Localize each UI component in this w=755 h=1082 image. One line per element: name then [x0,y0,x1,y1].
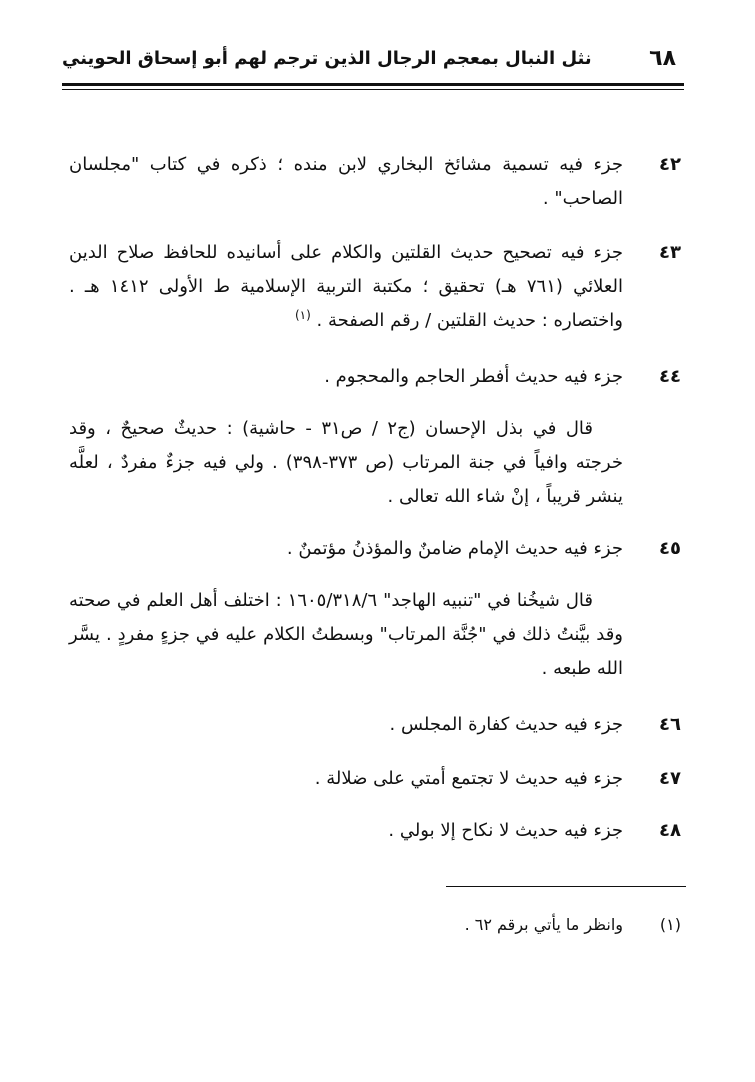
entry-text: جزء فيه حديث لا نكاح إلا بولي . [388,820,623,841]
entry-number: ٤٦ [659,714,681,735]
entry-number: ٤٨ [659,820,681,841]
entry-number: ٤٥ [659,538,681,559]
entry-text-body: جزء فيه تصحيح حديث القلتين والكلام على أسانيده للحافظ صلاح الدين العلائي (٧٦١ هـ) تحقيق ؛ مكتبة التربية الإسلامية ط الأولى ١٤١٢ هـ . واختصاره : حديث القلتين / رقم الصفحة . [69,242,624,331]
entry-number: ٤٧ [659,768,681,789]
entry-text [69,236,623,338]
entry-text: جزء فيه حديث كفارة المجلس . [389,714,623,735]
entry-45 [69,532,681,566]
footnote-text: وانظر ما يأتي برقم ٦٢ . [464,915,623,934]
header-rule-thin [62,89,684,90]
entry-text: جزء فيه تسمية مشائخ البخاري لابن منده ؛ ذكره في كتاب "مجلسان الصاحب" . [69,154,623,209]
footnote-separator [446,886,686,887]
entry-text: جزء فيه حديث أفطر الحاجم والمحجوم . [324,366,623,387]
entry-46 [69,708,681,742]
footnote [69,912,681,938]
entry-42 [69,148,681,216]
entry-text: جزء فيه حديث الإمام ضامنٌ والمؤذنُ مؤتمنٌ . [286,538,623,559]
quote-text: قال شيخُنا في "تنبيه الهاجد" ١٦٠٥/٣١٨/٦ : اختلف أهل العلم في صحته وقد بيَّنتُ ذلك في "جُنَّة المرتاب" وبسطتُ الكلام عليه في جزءٍ مفردٍ . يسَّر الله طبعه . [69,590,623,679]
entry-48 [69,814,681,848]
entry-47 [69,762,681,796]
entry-number: ٤٤ [659,366,681,387]
page-number: ٦٨ [649,46,676,71]
footnote-reference: (١) [294,308,311,322]
entry-number: ٤٣ [659,242,681,263]
quote-text: قال في بذل الإحسان (ج٢ / ص٣١ - حاشية) : حديثٌ صحيحٌ ، وقد خرجته وافياً في جنة المرتاب (ص ٣٧٣-٣٩٨) . ولي فيه جزءٌ مفردٌ ، لعلَّه ينشر قريباً ، إنْ شاء الله تعالى . [69,418,623,507]
entry-text: جزء فيه حديث لا تجتمع أمتي على ضلالة . [314,768,623,789]
entry-number: ٤٢ [659,154,681,175]
running-title: نثل النبال بمعجم الرجال الذين ترجم لهم أبو إسحاق الحويني [62,48,592,69]
entry-43 [69,236,681,338]
quote-45 [69,584,681,686]
footnote-number: (١) [659,915,681,934]
header-rule-thick [62,83,684,86]
entry-44 [69,360,681,394]
quote-44 [69,412,681,514]
page-header [62,38,684,78]
